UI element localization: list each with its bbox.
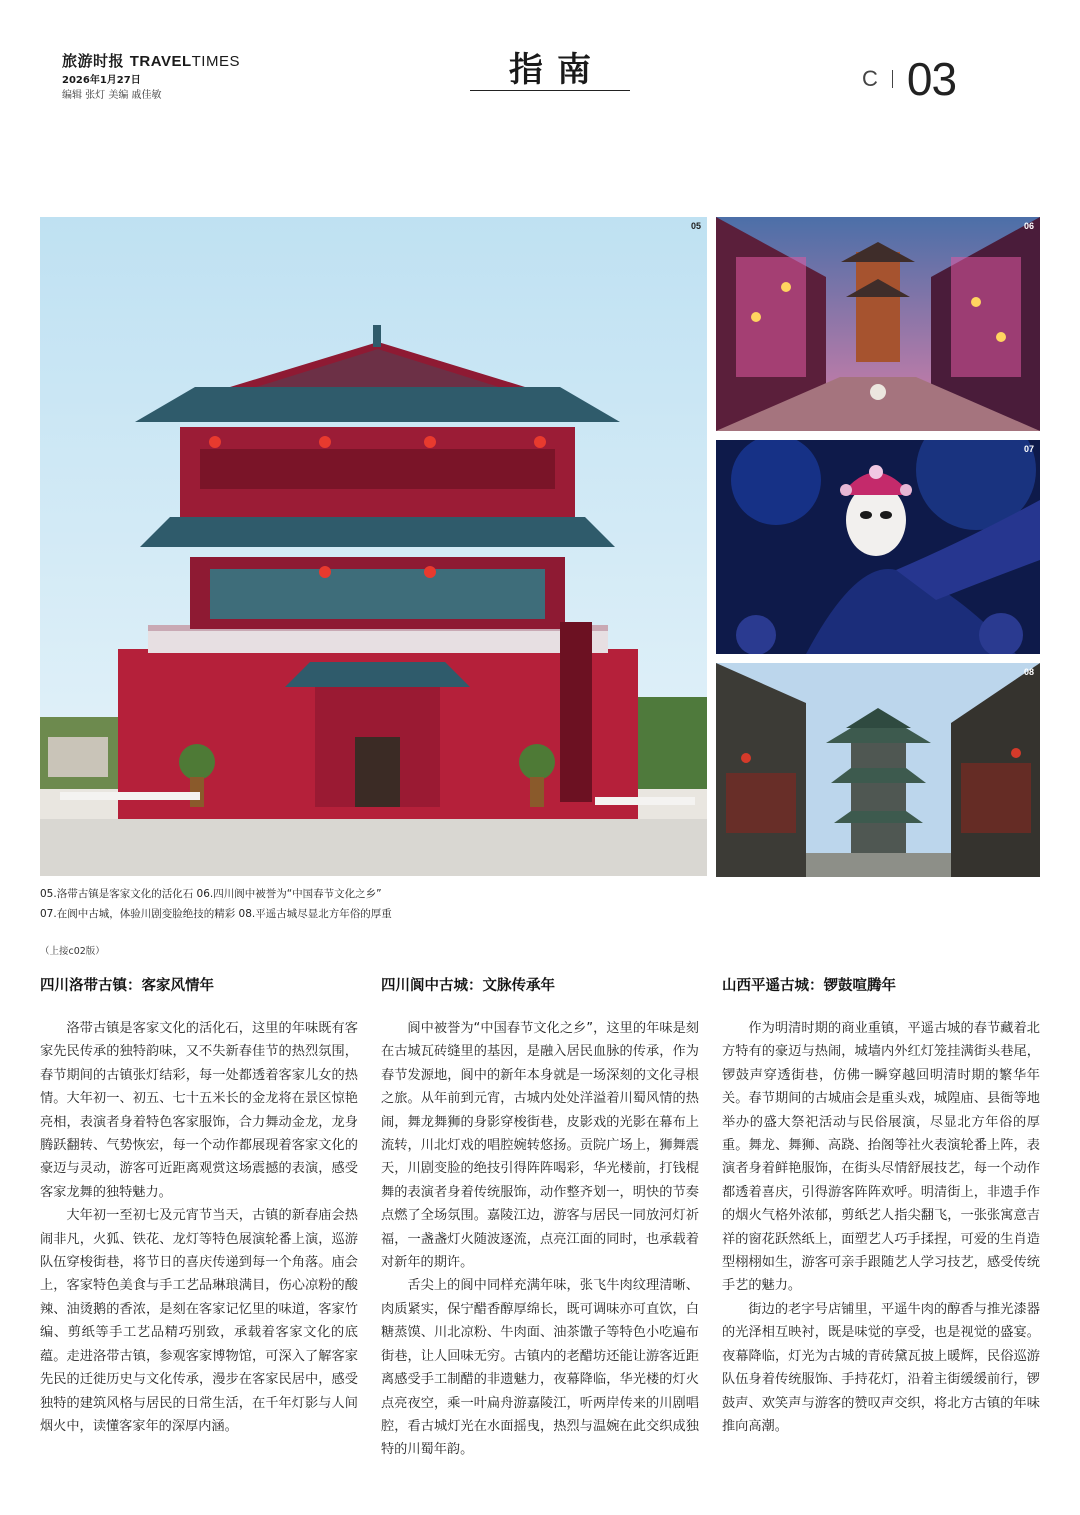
newspaper-brand [62,50,240,71]
opera-performer-illustration [716,440,1040,654]
page-number [862,52,956,106]
publication-date: 2026年1月27日 [62,75,141,86]
article-langzhong-title: 四川阆中古城：文脉传承年 [381,978,555,994]
photo-caption-line-2: 07.在阆中古城，体验川剧变脸绝技的精彩 08.平遥古城尽显北方年俗的厚重 [40,908,392,920]
article-langzhong-paragraph: 舌尖上的阆中同样充满年味，张飞牛肉纹理清晰、肉质紧实，保宁醋香醇厚绵长，既可调味亦可直饮，白糖蒸馍、川北凉粉、牛肉面、油茶馓子等特色小吃遍布街巷，让人回味无穷。古镇内的老醋坊还能让游客近距离感受手工制醋的非遗魅力，夜幕降临，华光楼的灯火点亮夜空，乘一叶扁舟游嘉陵江，听两岸传来的川剧唱腔，看古城灯光在水面摇曳，热烈与温婉在此交织成独特的川蜀年韵。 [381,1278,699,1458]
article-pingyao [722,974,1040,1438]
photo-sichuan-opera [716,440,1040,654]
photo-06-number: 06 [1023,221,1034,231]
brand-en-bold: TRAVEL [129,53,192,70]
page-section-letter: C [862,66,878,91]
photo-luodai-visitor-center [40,217,707,876]
brand-en-thin: TIMES [191,53,240,70]
section-title: 指南 [509,50,605,90]
article-luodai-paragraph: 大年初一至初七及元宵节当天，古镇的新春庙会热闹非凡，火狐、铁花、龙灯等特色展演轮番上演，巡游队伍穿梭街巷，将节日的喜庆传递到每一个角落。庙会上，客家特色美食与手工艺品琳琅满目，伤心凉粉的酸辣、油烫鹅的香浓，是刻在客家记忆里的味道，客家竹编、剪纸等手工艺品精巧别致，承载着客家文化的底蕴。走进洛带古镇，参观客家博物馆，可深入了解客家先民的迁徙历史与文化传承，漫步在客家民居中，感受独特的建筑风格与居民的日常生活，在千年灯影与人间烟火中，读懂客家年的深厚内涵。 [40,1208,358,1434]
article-luodai [40,974,358,1438]
article-pingyao-title: 山西平遥古城：锣鼓喧腾年 [722,978,896,994]
section-title-rule [470,90,630,91]
night-street-illustration [716,217,1040,431]
editor-credits: 编辑 张灯 美编 戚佳敏 [62,90,162,101]
page-number-value: 03 [906,53,957,105]
continued-from-note: （上接c02版） [40,946,105,957]
article-luodai-title: 四川洛带古镇：客家风情年 [40,978,214,994]
photo-05-number: 05 [690,221,701,231]
pavilion-illustration [40,217,707,876]
article-langzhong-paragraph: 阆中被誉为“中国春节文化之乡”，这里的年味是刻在古城瓦砖缝里的基因，是融入居民血脉的传承，作为春节发源地，阆中的新年本身就是一场深刻的文化寻根之旅。从年前到元宵，古城内处处洋溢着川蜀风情的热闹，舞龙舞狮的身影穿梭街巷，皮影戏的光影在幕布上流转，川北灯戏的唱腔婉转悠扬。贡院广场上，狮舞震天，川剧变脸的绝技引得阵阵喝彩，华光楼前，打钱棍舞的表演者身着传统服饰，动作整齐划一，明快的节奏点燃了全场氛围。嘉陵江边，游客与居民一同放河灯祈福，一盏盏灯火随波逐流，点亮江面的同时，也承载着对新年的期许。 [381,1021,699,1271]
photo-08-number: 08 [1023,667,1034,677]
brand-cn: 旅游时报 [62,52,125,70]
page-number-divider [892,70,893,88]
photo-pingyao-tower [716,663,1040,877]
photo-langzhong-street [716,217,1040,431]
pingyao-tower-illustration [716,663,1040,877]
article-langzhong [381,974,699,1462]
photo-07-number: 07 [1023,444,1034,454]
article-pingyao-paragraph: 街边的老字号店铺里，平遥牛肉的醇香与推光漆器的光泽相互映衬，既是味觉的享受，也是视觉的盛宴。夜幕降临，灯光为古城的青砖黛瓦披上暖辉，民俗巡游队伍身着传统服饰、手持花灯，沿着主街缓缓前行，锣鼓声、欢笑声与游客的赞叹声交织，将北方古镇的年味推向高潮。 [722,1301,1040,1434]
article-pingyao-paragraph: 作为明清时期的商业重镇，平遥古城的春节藏着北方特有的豪迈与热闹，城墙内外红灯笼挂满街头巷尾，锣鼓声穿透街巷，仿佛一瞬穿越回明清时期的繁华年关。春节期间的古城庙会是重头戏，城隍庙、县衙等地举办的盛大祭祀活动与民俗展演，尽显北方年俗的厚重。舞龙、舞狮、高跷、抬阁等社火表演轮番上阵，表演者身着鲜艳服饰，在街头尽情舒展技艺，每一个动作都透着喜庆，引得游客阵阵欢呼。明清街上，非遗手作的烟火气格外浓郁，剪纸艺人指尖翻飞，一张张寓意吉祥的窗花跃然纸上，面塑艺人巧手揉捏，可爱的生肖造型栩栩如生，游客可亲手跟随艺人学习技艺，感受传统手艺的魅力。 [722,1021,1040,1294]
article-luodai-paragraph: 洛带古镇是客家文化的活化石，这里的年味既有客家先民传承的独特韵味，又不失新春佳节的热烈氛围，春节期间的古镇张灯结彩，每一处都透着客家儿女的热情。大年初一、初五、七十五米长的金龙将在景区惊艳亮相，表演者身着特色客家服饰，合力舞动金龙，龙身腾跃翻转、气势恢宏，每一个动作都展现着客家文化的豪迈与灵动，游客可近距离观赏这场震撼的表演，感受客家龙舞的独特魅力。 [40,1021,358,1200]
photo-caption-line-1: 05.洛带古镇是客家文化的活化石 06.四川阆中被誉为“中国春节文化之乡” [40,888,382,900]
brand-en [130,53,240,70]
